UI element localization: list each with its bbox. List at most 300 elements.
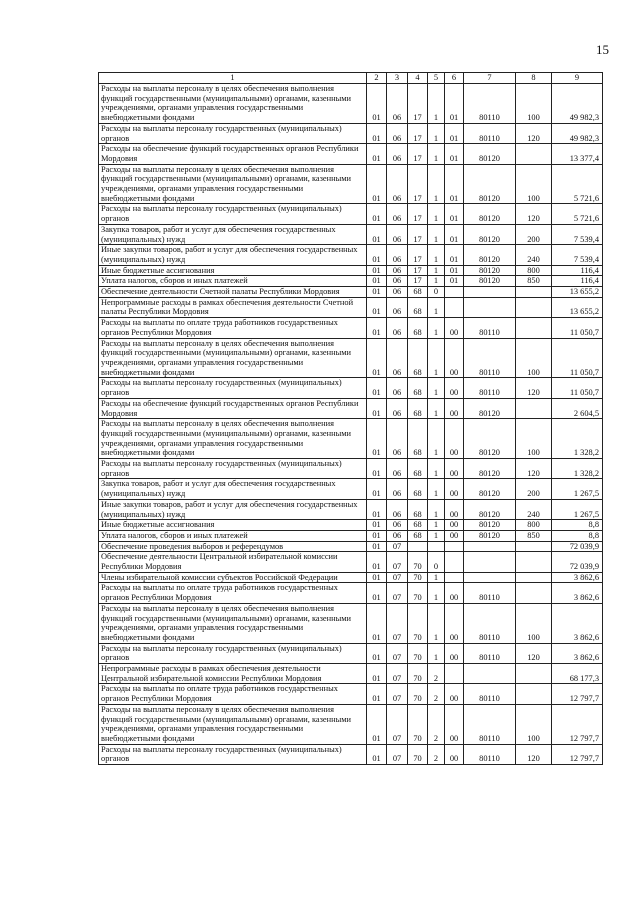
code-subsection: 70: [408, 583, 428, 603]
code-subprogram: [445, 297, 464, 317]
code-subsection: 68: [408, 297, 428, 317]
code-section: 07: [387, 603, 408, 643]
code-subprogram: 00: [445, 684, 464, 704]
row-description: Расходы на выплаты по оплате труда работников государственных органов Республики Мордовия: [99, 684, 367, 704]
code-program: 1: [428, 398, 445, 418]
row-description: Иные бюджетные ассигнования: [99, 265, 367, 276]
row-description: Расходы на выплаты персоналу в целях обеспечения выполнения функций государственными (муниципальными) органами, казенными учреждениями, органами управления государственными внебюджетными фондами: [99, 704, 367, 744]
code-chapter: 01: [367, 664, 387, 684]
code-program: [428, 541, 445, 552]
expense-type: [516, 318, 552, 338]
row-description: Обеспечение деятельности Счетной палаты Республики Мордовия: [99, 287, 367, 298]
amount: 1 267,5: [552, 499, 603, 519]
code-section: 07: [387, 583, 408, 603]
code-program: 1: [428, 583, 445, 603]
code-subprogram: 00: [445, 744, 464, 764]
code-subprogram: 00: [445, 338, 464, 378]
code-program: 1: [428, 603, 445, 643]
expense-type: [516, 684, 552, 704]
code-program: 1: [428, 643, 445, 663]
table-row: [99, 164, 603, 204]
code-section: 06: [387, 224, 408, 244]
table-row: [99, 398, 603, 418]
table-row: [99, 84, 603, 124]
code-section: 07: [387, 643, 408, 663]
code-chapter: 01: [367, 245, 387, 265]
amount: 12 797,7: [552, 684, 603, 704]
amount: 116,4: [552, 276, 603, 287]
code-subsection: 68: [408, 459, 428, 479]
code-chapter: 01: [367, 583, 387, 603]
code-subprogram: 01: [445, 224, 464, 244]
code-item: 80120: [464, 530, 516, 541]
code-subprogram: 01: [445, 144, 464, 164]
row-description: Обеспечение проведения выборов и референдумов: [99, 541, 367, 552]
table-row: [99, 684, 603, 704]
code-section: 06: [387, 520, 408, 531]
amount: 3 862,6: [552, 583, 603, 603]
code-subprogram: [445, 552, 464, 572]
code-section: 07: [387, 704, 408, 744]
code-subprogram: 00: [445, 479, 464, 499]
code-subsection: 17: [408, 265, 428, 276]
code-chapter: 01: [367, 499, 387, 519]
code-item: [464, 552, 516, 572]
code-section: 06: [387, 419, 408, 459]
code-item: 80110: [464, 318, 516, 338]
row-description: Расходы на выплаты по оплате труда работников государственных органов Республики Мордовия: [99, 318, 367, 338]
code-item: 80120: [464, 144, 516, 164]
row-description: Уплата налогов, сборов и иных платежей: [99, 530, 367, 541]
code-item: 80120: [464, 499, 516, 519]
expense-type: 200: [516, 224, 552, 244]
col-header: 5: [428, 73, 445, 84]
table-row: [99, 552, 603, 572]
amount: 1 328,2: [552, 419, 603, 459]
code-item: [464, 541, 516, 552]
amount: 3 862,6: [552, 603, 603, 643]
code-subsection: 70: [408, 643, 428, 663]
expense-type: 800: [516, 520, 552, 531]
code-subsection: 70: [408, 664, 428, 684]
code-chapter: 01: [367, 459, 387, 479]
row-description: Расходы на выплаты персоналу в целях обеспечения выполнения функций государственными (муниципальными) органами, казенными учреждениями, органами управления государственными внебюджетными фондами: [99, 603, 367, 643]
row-description: Расходы на обеспечение функций государственных органов Республики Мордовия: [99, 144, 367, 164]
row-description: Расходы на обеспечение функций государственных органов Республики Мордовия: [99, 398, 367, 418]
code-chapter: 01: [367, 744, 387, 764]
code-item: 80110: [464, 123, 516, 143]
code-program: 2: [428, 664, 445, 684]
code-item: 80110: [464, 684, 516, 704]
table-row: [99, 123, 603, 143]
code-item: 80110: [464, 643, 516, 663]
table-row: [99, 664, 603, 684]
code-section: 07: [387, 664, 408, 684]
code-chapter: 01: [367, 144, 387, 164]
code-section: 06: [387, 398, 408, 418]
code-section: 07: [387, 684, 408, 704]
table-row: [99, 287, 603, 298]
code-subsection: 68: [408, 338, 428, 378]
code-item: 80110: [464, 583, 516, 603]
row-description: Закупка товаров, работ и услуг для обеспечения государственных (муниципальных) нужд: [99, 224, 367, 244]
code-item: 80120: [464, 164, 516, 204]
code-section: 06: [387, 479, 408, 499]
table-row: [99, 499, 603, 519]
code-subsection: 17: [408, 224, 428, 244]
table-row: [99, 265, 603, 276]
code-subprogram: [445, 572, 464, 583]
expense-type: 100: [516, 603, 552, 643]
code-section: 06: [387, 318, 408, 338]
row-description: Расходы на выплаты персоналу государственных (муниципальных) органов: [99, 744, 367, 764]
code-item: 80110: [464, 84, 516, 124]
code-subprogram: 01: [445, 123, 464, 143]
col-header: 4: [408, 73, 428, 84]
row-description: Расходы на выплаты персоналу государственных (муниципальных) органов: [99, 204, 367, 224]
table-row: [99, 204, 603, 224]
code-chapter: 01: [367, 398, 387, 418]
row-description: Иные бюджетные ассигнования: [99, 520, 367, 531]
table-row: [99, 297, 603, 317]
code-item: 80120: [464, 479, 516, 499]
table-row: [99, 603, 603, 643]
expense-type: [516, 287, 552, 298]
code-subprogram: 00: [445, 643, 464, 663]
code-item: 80110: [464, 704, 516, 744]
col-header: 9: [552, 73, 603, 84]
row-description: Расходы на выплаты персоналу в целях обеспечения выполнения функций государственными (муниципальными) органами, казенными учреждениями, органами управления государственными внебюджетными фондами: [99, 419, 367, 459]
code-chapter: 01: [367, 297, 387, 317]
col-header: 7: [464, 73, 516, 84]
code-program: 1: [428, 265, 445, 276]
code-chapter: 01: [367, 704, 387, 744]
code-program: 1: [428, 297, 445, 317]
code-subprogram: 00: [445, 318, 464, 338]
col-header: 6: [445, 73, 464, 84]
code-subsection: 68: [408, 530, 428, 541]
code-subprogram: 00: [445, 520, 464, 531]
code-subsection: 17: [408, 144, 428, 164]
code-program: 1: [428, 84, 445, 124]
expense-type: [516, 398, 552, 418]
code-subsection: 70: [408, 572, 428, 583]
code-section: 06: [387, 287, 408, 298]
code-item: 80110: [464, 378, 516, 398]
row-description: Иные закупки товаров, работ и услуг для обеспечения государственных (муниципальных) нужд: [99, 245, 367, 265]
code-subprogram: 00: [445, 459, 464, 479]
code-item: [464, 572, 516, 583]
row-description: Расходы на выплаты персоналу в целях обеспечения выполнения функций государственными (муниципальными) органами, казенными учреждениями, органами управления государственными внебюджетными фондами: [99, 338, 367, 378]
code-subprogram: 01: [445, 204, 464, 224]
code-section: 06: [387, 204, 408, 224]
table-row: [99, 224, 603, 244]
row-description: Расходы на выплаты персоналу в целях обеспечения выполнения функций государственными (муниципальными) органами, казенными учреждениями, органами управления государственными внебюджетными фондами: [99, 84, 367, 124]
code-item: [464, 287, 516, 298]
amount: 11 050,7: [552, 338, 603, 378]
code-subprogram: 01: [445, 276, 464, 287]
code-subprogram: 00: [445, 499, 464, 519]
code-item: 80110: [464, 603, 516, 643]
amount: 12 797,7: [552, 744, 603, 764]
code-program: 1: [428, 338, 445, 378]
code-subsection: 70: [408, 684, 428, 704]
code-chapter: 01: [367, 643, 387, 663]
row-description: Непрограммные расходы в рамках обеспечения деятельности Счетной палаты Республики Мордовия: [99, 297, 367, 317]
code-subprogram: 01: [445, 245, 464, 265]
code-item: 80120: [464, 276, 516, 287]
code-chapter: 01: [367, 338, 387, 378]
row-description: Расходы на выплаты персоналу государственных (муниципальных) органов: [99, 643, 367, 663]
code-subsection: 68: [408, 499, 428, 519]
table-row: [99, 704, 603, 744]
code-section: 06: [387, 530, 408, 541]
code-item: 80110: [464, 744, 516, 764]
code-chapter: 01: [367, 276, 387, 287]
row-description: Обеспечение деятельности Центральной избирательной комиссии Республики Мордовия: [99, 552, 367, 572]
code-program: 0: [428, 552, 445, 572]
amount: 12 797,7: [552, 704, 603, 744]
code-program: 2: [428, 744, 445, 764]
code-program: 1: [428, 318, 445, 338]
row-description: Расходы на выплаты по оплате труда работников государственных органов Республики Мордовия: [99, 583, 367, 603]
code-chapter: 01: [367, 419, 387, 459]
code-chapter: 01: [367, 520, 387, 531]
code-subsection: 70: [408, 552, 428, 572]
code-item: 80120: [464, 224, 516, 244]
expense-type: [516, 552, 552, 572]
expense-type: 120: [516, 123, 552, 143]
code-subprogram: [445, 664, 464, 684]
code-program: 1: [428, 276, 445, 287]
code-subprogram: 00: [445, 583, 464, 603]
code-item: 80120: [464, 459, 516, 479]
expense-type: 100: [516, 84, 552, 124]
code-subsection: 68: [408, 520, 428, 531]
code-chapter: 01: [367, 265, 387, 276]
code-section: 06: [387, 499, 408, 519]
code-subsection: 68: [408, 419, 428, 459]
code-chapter: 01: [367, 164, 387, 204]
code-subprogram: 00: [445, 419, 464, 459]
code-subprogram: 00: [445, 603, 464, 643]
code-chapter: 01: [367, 123, 387, 143]
expense-type: [516, 541, 552, 552]
amount: 13 655,2: [552, 297, 603, 317]
code-program: 1: [428, 144, 445, 164]
code-subprogram: [445, 541, 464, 552]
code-section: 06: [387, 245, 408, 265]
expense-type: [516, 583, 552, 603]
expense-type: [516, 144, 552, 164]
code-program: 1: [428, 224, 445, 244]
amount: 49 982,3: [552, 84, 603, 124]
expense-type: 200: [516, 479, 552, 499]
code-program: 1: [428, 572, 445, 583]
amount: 2 604,5: [552, 398, 603, 418]
expense-type: 120: [516, 459, 552, 479]
col-header: 8: [516, 73, 552, 84]
row-description: Расходы на выплаты персоналу государственных (муниципальных) органов: [99, 123, 367, 143]
amount: 7 539,4: [552, 224, 603, 244]
code-subsection: 17: [408, 84, 428, 124]
code-section: 07: [387, 572, 408, 583]
expense-type: 120: [516, 744, 552, 764]
code-subsection: [408, 541, 428, 552]
code-section: 06: [387, 123, 408, 143]
expense-type: 120: [516, 643, 552, 663]
amount: 1 328,2: [552, 459, 603, 479]
code-subprogram: 00: [445, 398, 464, 418]
code-chapter: 01: [367, 378, 387, 398]
amount: 3 862,6: [552, 643, 603, 663]
code-section: 06: [387, 265, 408, 276]
code-item: 80110: [464, 338, 516, 378]
code-program: 2: [428, 684, 445, 704]
amount: 7 539,4: [552, 245, 603, 265]
code-program: 1: [428, 499, 445, 519]
table-row: [99, 245, 603, 265]
code-program: 1: [428, 459, 445, 479]
code-item: 80120: [464, 265, 516, 276]
code-section: 06: [387, 338, 408, 378]
amount: 1 267,5: [552, 479, 603, 499]
expense-type: 100: [516, 338, 552, 378]
code-subsection: 17: [408, 276, 428, 287]
table-row: [99, 572, 603, 583]
code-subprogram: 00: [445, 530, 464, 541]
code-item: 80120: [464, 520, 516, 531]
amount: 72 039,9: [552, 541, 603, 552]
code-subsection: 70: [408, 704, 428, 744]
code-subsection: 68: [408, 398, 428, 418]
col-header: 3: [387, 73, 408, 84]
table-row: [99, 276, 603, 287]
code-chapter: 01: [367, 204, 387, 224]
code-subsection: 68: [408, 318, 428, 338]
amount: 5 721,6: [552, 164, 603, 204]
amount: 116,4: [552, 265, 603, 276]
code-program: 1: [428, 204, 445, 224]
amount: 3 862,6: [552, 572, 603, 583]
header-row: [99, 73, 603, 84]
code-item: [464, 664, 516, 684]
amount: 8,8: [552, 520, 603, 531]
expense-type: [516, 664, 552, 684]
row-description: Расходы на выплаты персоналу государственных (муниципальных) органов: [99, 459, 367, 479]
code-section: 07: [387, 541, 408, 552]
row-description: Члены избирательной комиссии субъектов Российской Федерации: [99, 572, 367, 583]
code-subprogram: 00: [445, 704, 464, 744]
table-row: [99, 643, 603, 663]
code-chapter: 01: [367, 684, 387, 704]
code-subprogram: [445, 287, 464, 298]
code-item: 80120: [464, 204, 516, 224]
code-section: 07: [387, 552, 408, 572]
code-section: 07: [387, 744, 408, 764]
page-number: 15: [596, 42, 609, 57]
table-row: [99, 530, 603, 541]
table-body: [99, 84, 603, 765]
code-item: 80120: [464, 245, 516, 265]
code-chapter: 01: [367, 287, 387, 298]
expense-type: [516, 297, 552, 317]
amount: 13 377,4: [552, 144, 603, 164]
code-subprogram: 01: [445, 164, 464, 204]
code-chapter: 01: [367, 572, 387, 583]
code-item: 80120: [464, 398, 516, 418]
code-program: 2: [428, 704, 445, 744]
amount: 5 721,6: [552, 204, 603, 224]
table-row: [99, 459, 603, 479]
row-description: Закупка товаров, работ и услуг для обеспечения государственных (муниципальных) нужд: [99, 479, 367, 499]
code-program: 1: [428, 378, 445, 398]
amount: 49 982,3: [552, 123, 603, 143]
code-program: 0: [428, 287, 445, 298]
code-subprogram: 01: [445, 265, 464, 276]
code-subprogram: 01: [445, 84, 464, 124]
expense-type: 240: [516, 245, 552, 265]
code-item: [464, 297, 516, 317]
budget-table: [98, 72, 603, 765]
code-program: 1: [428, 123, 445, 143]
expense-type: 100: [516, 704, 552, 744]
code-chapter: 01: [367, 318, 387, 338]
code-subsection: 68: [408, 479, 428, 499]
expense-type: 120: [516, 378, 552, 398]
amount: 8,8: [552, 530, 603, 541]
code-section: 06: [387, 378, 408, 398]
code-chapter: 01: [367, 603, 387, 643]
amount: 11 050,7: [552, 318, 603, 338]
code-chapter: 01: [367, 479, 387, 499]
expense-type: 850: [516, 276, 552, 287]
code-subsection: 17: [408, 204, 428, 224]
row-description: Уплата налогов, сборов и иных платежей: [99, 276, 367, 287]
table-row: [99, 541, 603, 552]
col-header: 2: [367, 73, 387, 84]
code-program: 1: [428, 530, 445, 541]
code-subsection: 17: [408, 245, 428, 265]
col-header: 1: [99, 73, 367, 84]
table-row: [99, 520, 603, 531]
code-chapter: 01: [367, 552, 387, 572]
code-section: 06: [387, 276, 408, 287]
code-program: 1: [428, 479, 445, 499]
code-chapter: 01: [367, 530, 387, 541]
amount: 68 177,3: [552, 664, 603, 684]
table-row: [99, 144, 603, 164]
code-subsection: 70: [408, 744, 428, 764]
row-description: Иные закупки товаров, работ и услуг для обеспечения государственных (муниципальных) нужд: [99, 499, 367, 519]
table-row: [99, 479, 603, 499]
expense-type: 240: [516, 499, 552, 519]
code-item: 80120: [464, 419, 516, 459]
table-row: [99, 318, 603, 338]
code-subsection: 17: [408, 123, 428, 143]
expense-type: 100: [516, 419, 552, 459]
table-row: [99, 338, 603, 378]
code-subsection: 68: [408, 378, 428, 398]
expense-type: 800: [516, 265, 552, 276]
table-row: [99, 419, 603, 459]
code-program: 1: [428, 520, 445, 531]
amount: 11 050,7: [552, 378, 603, 398]
table-row: [99, 378, 603, 398]
expense-type: 100: [516, 164, 552, 204]
code-subsection: 17: [408, 164, 428, 204]
expense-type: 120: [516, 204, 552, 224]
